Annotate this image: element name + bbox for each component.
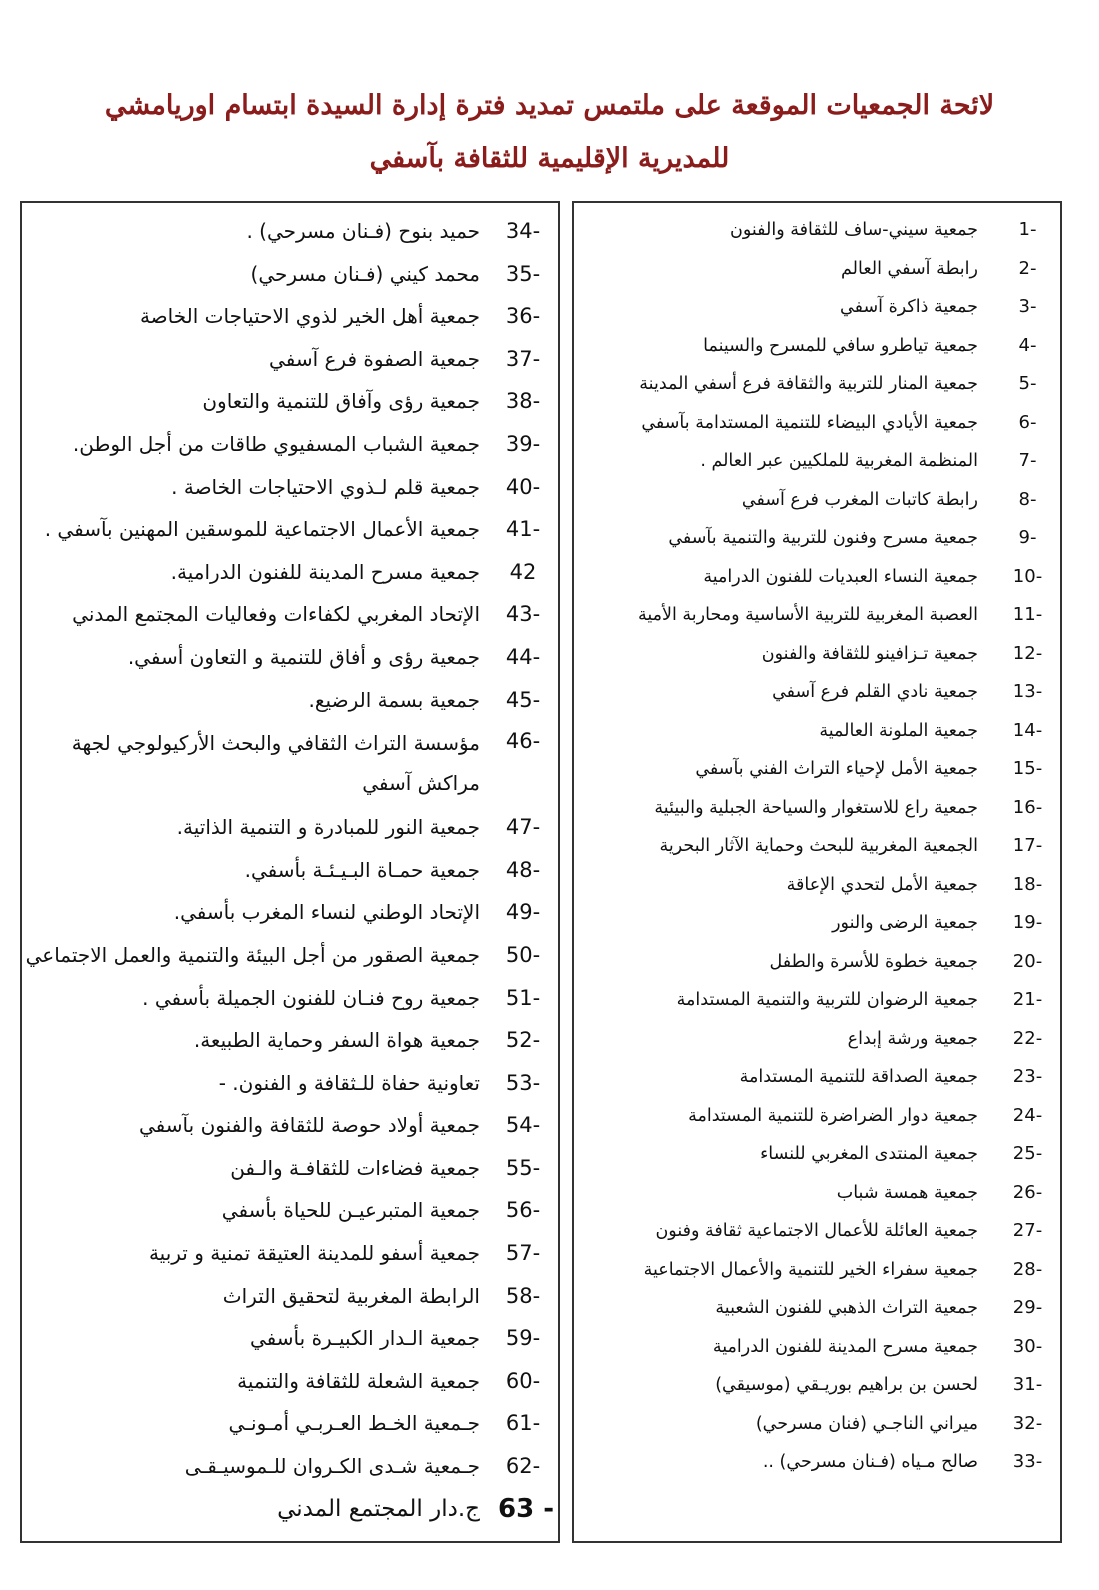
item-number: 31-: [1012, 1374, 1043, 1395]
item-text: جمعية المنتدى المغربي للنساء: [760, 1144, 978, 1164]
item-number: 26-: [1012, 1181, 1043, 1203]
associations-list-right: [574, 211, 1058, 1482]
list-item: [574, 596, 1058, 635]
item-number: 43-: [505, 602, 541, 627]
item-text: جمعية النساء العبديات للفنون الدرامية: [703, 566, 978, 587]
item-number: 23-: [1012, 1066, 1043, 1087]
item-number: 44-: [505, 644, 541, 669]
item-number: 51-: [505, 985, 541, 1010]
list-item: [22, 1019, 558, 1062]
page-title-line2: للمديرية الإقليمية للثقافة بآسفي: [369, 143, 730, 174]
list-item: [574, 750, 1058, 789]
list-item: [22, 1232, 558, 1275]
item-text: جمعية الشعلة للثقافة والتنمية: [237, 1368, 480, 1393]
item-text: جمعية النور للمبادرة و التنمية الذاتية.: [176, 815, 480, 840]
list-item: [574, 1020, 1058, 1059]
item-number: 29-: [1012, 1297, 1043, 1318]
item-number: 35-: [505, 261, 541, 286]
item-number: 20-: [1012, 950, 1043, 972]
item-text: جمعية ورشة إبداع: [847, 1028, 978, 1049]
list-item: [574, 481, 1058, 520]
list-item: [22, 977, 558, 1020]
item-number: 13-: [1012, 681, 1043, 702]
item-number: 50-: [505, 942, 541, 967]
item-text: جمعية أهل الخير لذوي الاحتياجات الخاصة: [139, 304, 480, 329]
item-number: 47-: [505, 815, 541, 840]
item-text: جـمعية الخـط العـربـي أمـونـي: [228, 1411, 480, 1436]
item-text: جمعية هواة السفر وحماية الطبيعة.: [193, 1028, 480, 1053]
item-text: حميد بنوح (فـنان مسرحي) .: [246, 219, 480, 243]
list-item: [574, 558, 1058, 597]
item-text: جمعية أولاد حوصة للثقافة والفنون بآسفي: [139, 1113, 480, 1138]
item-text: جمعية الشباب المسفيوي طاقات من أجل الوطن.: [72, 431, 480, 456]
item-text: جمعية المتبرعيـن للحياة بأسفي: [221, 1198, 480, 1223]
item-number: 9-: [1018, 527, 1037, 548]
item-number: 56-: [505, 1198, 541, 1223]
list-item: [22, 1402, 558, 1445]
list-item: [22, 210, 558, 253]
item-number: 48-: [505, 857, 541, 882]
item-text: جمعية تـزافينو للثقافة والفنون: [761, 643, 978, 664]
list-item: [574, 365, 1058, 404]
list-item: [574, 1097, 1058, 1136]
item-text: جمعية همسة شباب: [836, 1182, 978, 1203]
list-item: [22, 508, 558, 551]
item-text: جمعية الصقور من أجل البيئة والتنمية والعمل الاجتماعي: [26, 942, 480, 967]
list-item: [574, 1058, 1058, 1097]
item-number: 59-: [505, 1326, 541, 1351]
item-number: 2-: [1018, 257, 1037, 279]
item-number: 33-: [1012, 1451, 1043, 1472]
list-item: [22, 1275, 558, 1318]
list-item: [574, 943, 1058, 982]
item-number: 55-: [505, 1155, 541, 1180]
item-number: 1-: [1018, 219, 1037, 240]
list-item: [22, 1062, 558, 1105]
item-number: 61-: [505, 1411, 541, 1436]
item-number: 7-: [1018, 450, 1037, 471]
list-item: [574, 1174, 1058, 1213]
item-text: رابطة كاتبات المغرب فرع آسفي: [741, 489, 978, 510]
list-item: [574, 673, 1058, 712]
item-number: 6-: [1018, 411, 1037, 433]
item-number: 63 -: [498, 1493, 555, 1524]
item-text: ميراني الناجـي (فنان مسرحي): [755, 1413, 978, 1434]
item-text: جمعية دوار الضراضرة للتنمية المستدامة: [688, 1105, 978, 1126]
item-number: 39-: [505, 431, 541, 456]
item-number: 54-: [505, 1113, 541, 1138]
item-number: 60-: [505, 1368, 541, 1393]
list-item: [574, 1366, 1058, 1405]
list-item: [574, 1328, 1058, 1367]
item-number: 3-: [1018, 296, 1037, 317]
item-number: 28-: [1012, 1258, 1043, 1280]
item-number: 37-: [505, 346, 541, 371]
item-text: جمعية الصداقة للتنمية المستدامة: [739, 1067, 978, 1087]
item-text: جـمعية شـدى الكـروان للـموسيـقـى: [184, 1454, 480, 1479]
item-text: جمعية راع للاستغوار والسياحة الجبلية والبيئية: [654, 797, 978, 818]
list-item: [22, 1189, 558, 1232]
item-number: 52-: [505, 1028, 541, 1053]
item-text: جمعية الرضى والنور: [832, 913, 978, 933]
item-number: 10-: [1012, 565, 1043, 587]
item-number: 41-: [505, 517, 541, 542]
list-item: [574, 904, 1058, 943]
item-text: جمعية سفراء الخير للتنمية والأعمال الاجتماعية: [643, 1259, 978, 1280]
list-item: [574, 866, 1058, 905]
list-item: [574, 288, 1058, 327]
item-number: 49-: [505, 900, 541, 925]
list-item: [22, 295, 558, 338]
item-number: 46-: [505, 729, 541, 754]
item-text: جمعية حمـاة البـيـئـة بأسفي.: [244, 857, 480, 882]
item-text: جمعية الرضوان للتربية والتنمية المستدامة: [676, 990, 978, 1010]
item-text: جمعية مسرح المدينة للفنون الدرامية.: [170, 559, 480, 584]
list-item: [574, 1212, 1058, 1251]
list-item: [574, 327, 1058, 366]
item-number: 62-: [505, 1454, 541, 1479]
list-item: [22, 253, 558, 296]
list-item: [574, 981, 1058, 1020]
item-text: الإتحاد الوطني لنساء المغرب بأسفي.: [173, 900, 480, 925]
list-item: [574, 827, 1058, 866]
list-item: [574, 1251, 1058, 1290]
item-text: جمعية التراث الذهبي للفنون الشعبية: [715, 1298, 978, 1318]
list-item: [22, 636, 558, 679]
item-text: جمعية تياطرو سافي للمسرح والسينما: [703, 335, 978, 356]
item-text: جمعية الصفوة فرع آسفي: [269, 346, 480, 371]
item-number: 4-: [1018, 334, 1037, 356]
item-number: 5-: [1018, 373, 1037, 394]
list-item: [574, 250, 1058, 289]
item-text: جمعية المنار للتربية والثقافة فرع أسفي المدينة: [639, 374, 978, 394]
list-item: [22, 338, 558, 381]
item-number: 14-: [1012, 719, 1043, 741]
item-number: 25-: [1012, 1143, 1043, 1164]
item-text: جمعية رؤى و أفاق للتنمية و التعاون أسفي.: [127, 644, 480, 669]
item-number: 24-: [1012, 1104, 1043, 1126]
item-text: جمعية العائلة للأعمال الاجتماعية ثقافة وفنون: [655, 1221, 978, 1241]
list-item: [22, 679, 558, 722]
associations-list-left: [22, 210, 558, 1530]
list-item: [22, 593, 558, 636]
list-item: [574, 789, 1058, 828]
item-text: ج.دار المجتمع المدني: [277, 1495, 480, 1522]
list-item: [22, 1317, 558, 1360]
list-item: [574, 211, 1058, 250]
list-item: [22, 1104, 558, 1147]
item-text: جمعية الأمل لإحياء التراث الفني بآسفي: [695, 759, 978, 779]
item-text: جمعية مسرح المدينة للفنون الدرامية: [712, 1336, 978, 1357]
item-text: جمعية ذاكرة آسفي: [840, 297, 978, 317]
list-item: [22, 1360, 558, 1403]
item-text: جمعية الأيادي البيضاء للتنمية المستدامة بآسفي: [641, 412, 978, 433]
item-text: جمعية نادي القلم فرع آسفي: [772, 682, 978, 702]
item-text: محمد كيني (فـنان مسرحي): [250, 261, 480, 286]
item-number: 58-: [505, 1283, 541, 1308]
list-item: [574, 519, 1058, 558]
item-text: جمعية الأعمال الاجتماعية للموسقين المهنين بآسفي .: [44, 517, 480, 542]
item-number: 18-: [1012, 873, 1043, 895]
item-number: 12-: [1012, 642, 1043, 664]
list-item: [574, 404, 1058, 443]
list-item: [22, 1445, 558, 1488]
item-number: 21-: [1012, 989, 1043, 1010]
item-text: جمعية رؤى وآفاق للتنمية والتعاون: [202, 389, 480, 414]
item-text: جمعية قلم لـذوي الاحتياجات الخاصة .: [171, 474, 480, 499]
item-number: 42: [509, 559, 537, 584]
list-item: [22, 934, 558, 977]
item-number: 22-: [1012, 1027, 1043, 1049]
item-text: جمعية سيني-ساف للثقافة والفنون: [730, 220, 978, 240]
item-text: الإتحاد المغربي لكفاءات وفعاليات المجتمع المدني: [72, 602, 480, 627]
item-text: تعاونية حفاة للـثقافة و الفنون. -: [218, 1070, 480, 1095]
list-item: [22, 1488, 558, 1531]
list-item: [574, 1135, 1058, 1174]
item-text: جمعية الـدار الكبيـرة بأسفي: [250, 1326, 480, 1351]
item-text: جمعية مسرح وفنون للتربية والتنمية بآسفي: [668, 528, 978, 548]
list-item: [574, 442, 1058, 481]
item-number: 32-: [1012, 1412, 1043, 1434]
item-text: الجمعية المغربية للبحث وحماية الآثار البحرية: [659, 836, 978, 856]
item-number: 38-: [505, 389, 541, 414]
list-item: [574, 635, 1058, 674]
item-number: 15-: [1012, 758, 1043, 779]
item-number: 45-: [505, 687, 541, 712]
item-number: 40-: [505, 474, 541, 499]
list-item: [22, 849, 558, 892]
item-number: 19-: [1012, 912, 1043, 933]
page-title-line1: لائحة الجمعيات الموقعة على ملتمس تمديد فترة إدارة السيدة ابتسام اوريامشي: [104, 90, 995, 121]
item-text: جمعية روح فنـان للفنون الجميلة بأسفي .: [142, 985, 480, 1010]
item-text: مؤسسة التراث الثقافي والبحث الأركيولوجي لجهة مراكش آسفي: [71, 731, 480, 796]
list-item: [22, 380, 558, 423]
item-text: جمعية خطوة للأسرة والطفل: [769, 951, 978, 972]
list-item: [22, 891, 558, 934]
item-text: العصبة المغربية للتربية الأساسية ومحاربة الأمية: [637, 605, 978, 625]
item-text: جمعية الملونة العالمية: [819, 720, 978, 741]
item-number: 30-: [1012, 1335, 1043, 1357]
list-item: [22, 551, 558, 594]
item-text: جمعية الأمل لتحدي الإعاقة: [786, 874, 978, 895]
item-number: 8-: [1018, 488, 1037, 510]
item-text: الرابطة المغربية لتحقيق التراث: [222, 1283, 480, 1308]
item-text: المنظمة المغربية للملكيين عبر العالم .: [700, 451, 978, 471]
item-text: رابطة آسفي العالم: [841, 258, 978, 279]
item-number: 57-: [505, 1241, 541, 1266]
item-number: 17-: [1012, 835, 1043, 856]
item-number: 27-: [1012, 1220, 1043, 1241]
list-item: [22, 806, 558, 849]
item-text: جمعية فضاءات للثقافـة والـفن: [230, 1155, 480, 1180]
item-text: لحسن بن براهيم بوريـقي (موسيقي): [715, 1375, 978, 1395]
item-text: جمعية أسفو للمدينة العتيقة تمنية و تربية: [148, 1241, 480, 1266]
item-text: جمعية بسمة الرضيع.: [308, 687, 480, 712]
item-text: صالح مـياه (فـنان مسرحي) ..: [762, 1452, 978, 1472]
item-number: 36-: [505, 304, 541, 329]
item-number: 16-: [1012, 796, 1043, 818]
item-number: 53-: [505, 1070, 541, 1095]
item-number: 11-: [1012, 604, 1043, 625]
list-item: [574, 712, 1058, 751]
list-item: [22, 721, 558, 806]
list-item: [22, 1147, 558, 1190]
list-item: [574, 1443, 1058, 1482]
list-item: [574, 1405, 1058, 1444]
list-item: [22, 466, 558, 509]
list-item: [22, 423, 558, 466]
list-item: [574, 1289, 1058, 1328]
item-number: 34-: [505, 219, 541, 243]
